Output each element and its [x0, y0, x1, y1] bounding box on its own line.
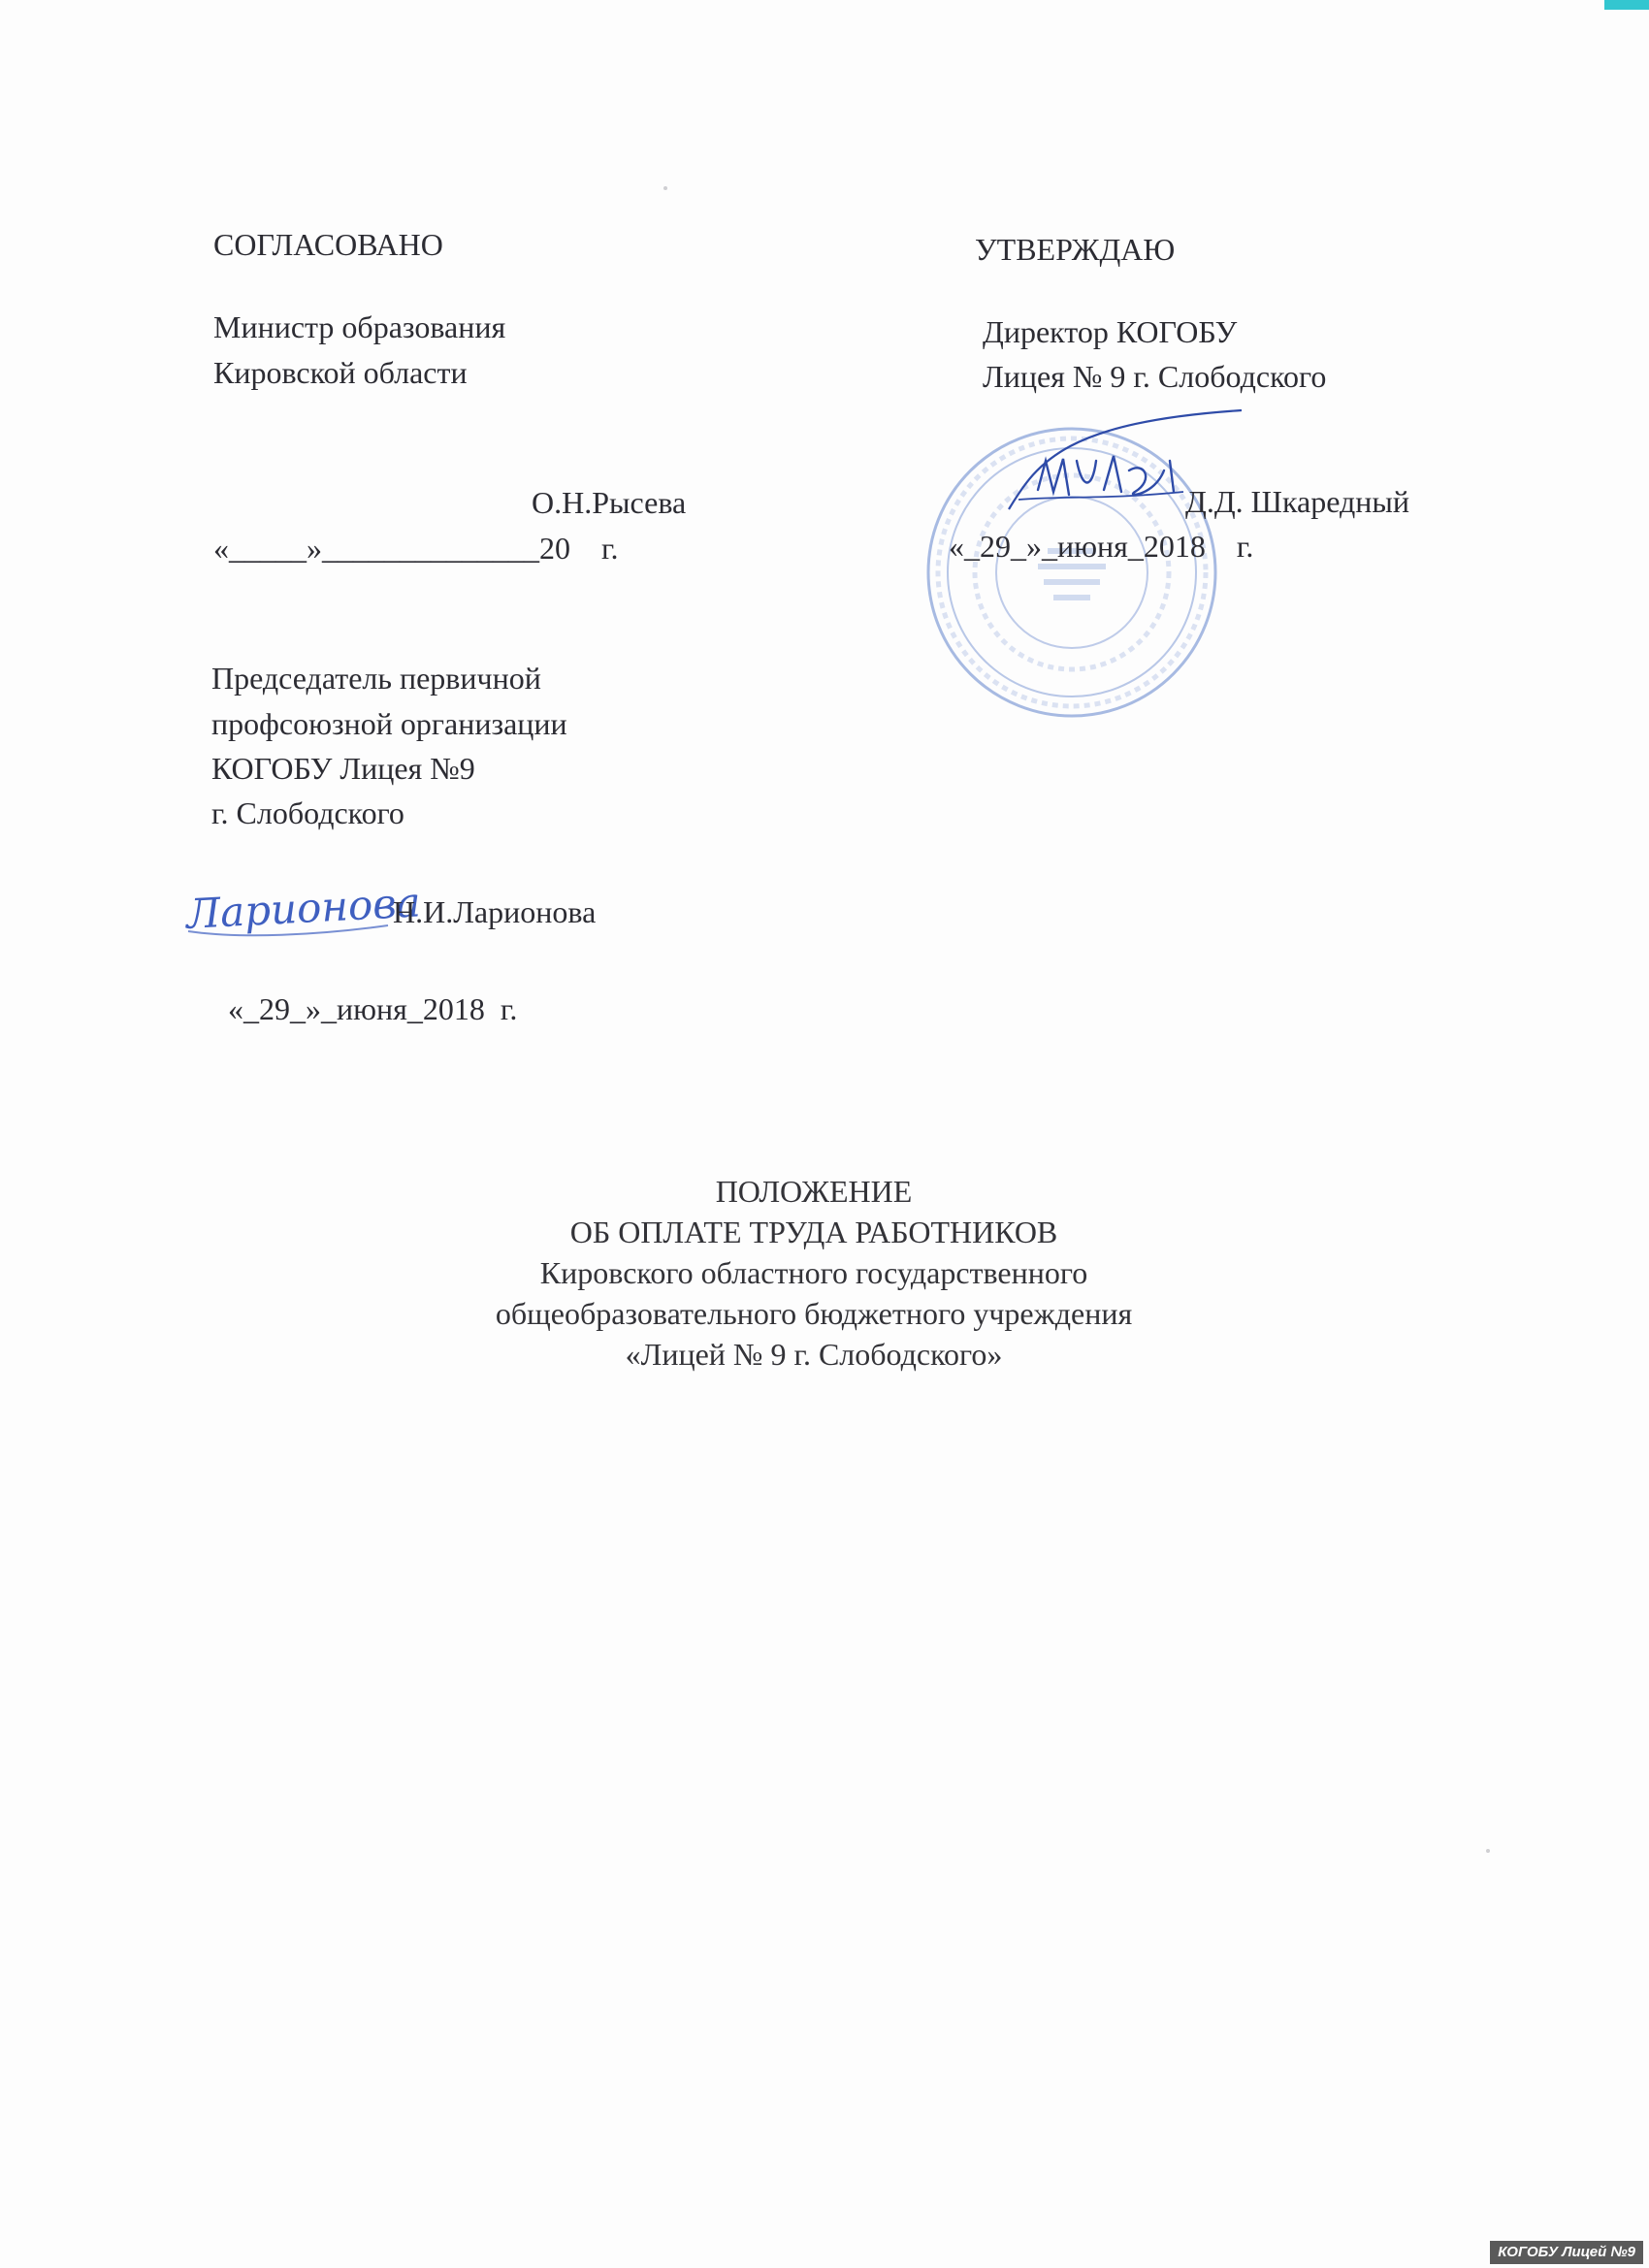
chair-title-line4: г. Слободского [211, 795, 404, 830]
director-date: «_29_»_июня_2018 г. [949, 529, 1254, 564]
title-line-1: ПОЛОЖЕНИЕ [715, 1174, 913, 1209]
director-name: Д.Д. Шкаредный [1185, 484, 1410, 519]
minister-title-line1: Министр образования [213, 309, 506, 344]
title-line-4: общеобразовательного бюджетного учреждения [495, 1296, 1133, 1331]
approve-heading: УТВЕРЖДАЮ [975, 232, 1176, 267]
chair-title-line3: КОГОБУ Лицея №9 [211, 751, 475, 786]
minister-date: «_____»______________20 г. [213, 531, 619, 566]
director-title-line1: Директор КОГОБУ [983, 314, 1238, 349]
chair-title-line1: Председатель первичной [211, 661, 541, 696]
agreed-heading: СОГЛАСОВАНО [213, 227, 443, 262]
scan-speck [1486, 1849, 1490, 1853]
chair-title-line2: профсоюзной организации [211, 706, 567, 741]
chair-signature-image [182, 871, 422, 949]
document-title [0, 1174, 1649, 1372]
director-title-line2: Лицея № 9 г. Слободского [983, 359, 1327, 394]
chair-date: «_29_»_июня_2018 г. [228, 991, 518, 1026]
footer-watermark-tag: КОГОБУ Лицей №9 [1490, 2241, 1643, 2264]
title-line-2: ОБ ОПЛАТЕ ТРУДА РАБОТНИКОВ [569, 1215, 1058, 1249]
minister-title-line2: Кировской области [213, 355, 468, 390]
scan-corner-mark [1604, 0, 1649, 10]
chair-name: Н.И.Ларионова [393, 894, 597, 929]
minister-name: О.Н.Рысева [532, 485, 687, 520]
chair-signature-text: Ларионова [184, 878, 422, 938]
title-line-5: «Лицей № 9 г. Слободского» [625, 1337, 1003, 1372]
scan-speck [663, 186, 667, 190]
title-line-3: Кировского областного государственного [539, 1255, 1088, 1290]
